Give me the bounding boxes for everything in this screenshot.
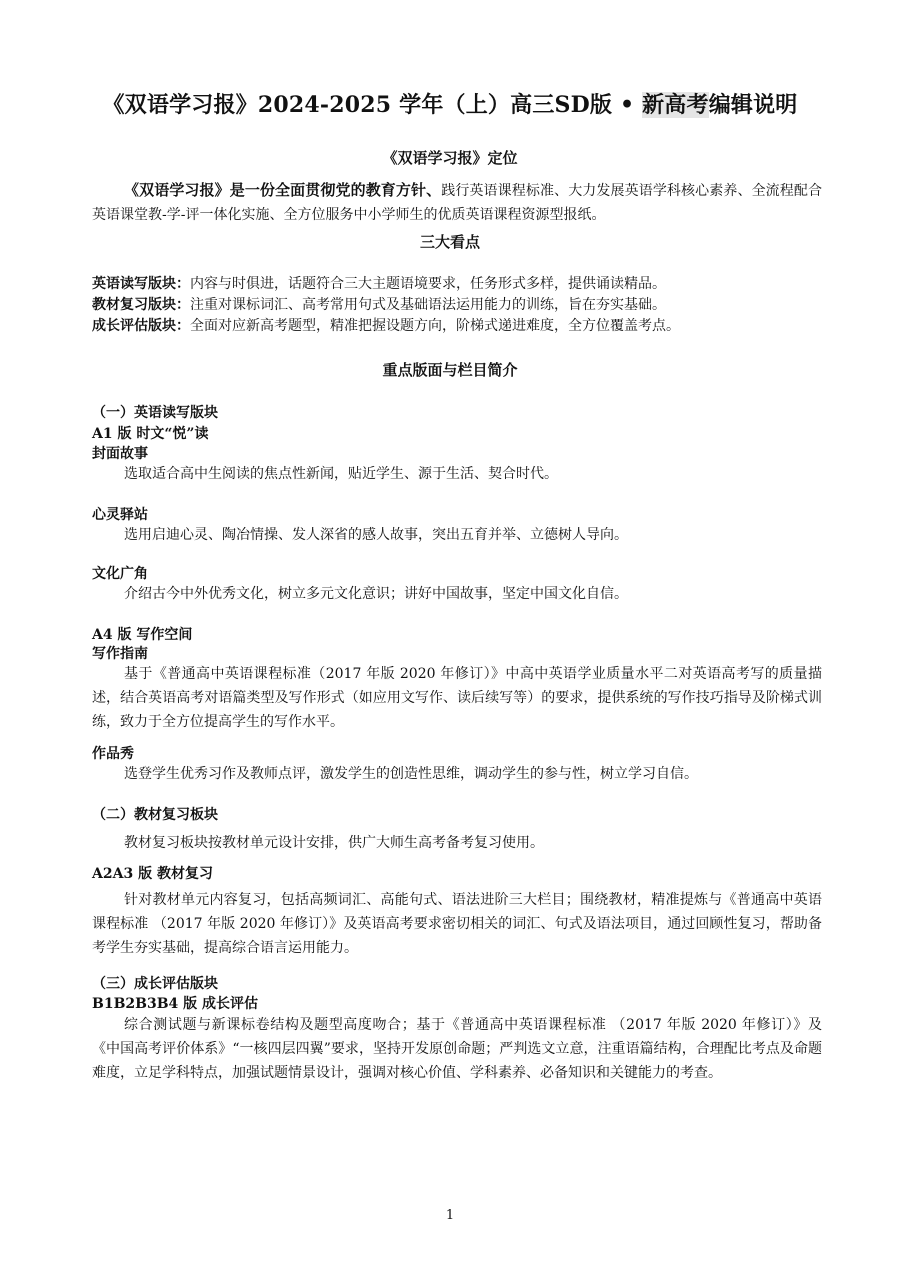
highlight-text: 内容与时俱进，话题符合三大主题语境要求，任务形式多样，提供诵读精品。 <box>190 276 666 292</box>
highlight-text: 全面对应新高考题型，精准把握设题方向，阶梯式递进难度，全方位覆盖考点。 <box>190 318 680 334</box>
page-title <box>0 90 900 120</box>
column-soul-station: 心灵驿站 <box>92 507 148 523</box>
column-culture: 文化广角 <box>92 566 148 582</box>
section-heading-textbook: （二）教材复习板块 <box>92 807 218 823</box>
column-cover-story: 封面故事 <box>92 446 148 462</box>
column-works-show: 作品秀 <box>92 746 134 762</box>
column-cover-story-text: 选取适合高中生阅读的焦点性新闻，贴近学生、源于生活、契合时代。 <box>124 466 558 482</box>
title-part1: 《双语学习报》2024-2025 学年（上）高三SD版 • <box>102 92 643 118</box>
column-soul-station-text: 选用启迪心灵、陶冶情操、发人深省的感人故事，突出五育并举、立德树人导向。 <box>124 527 628 543</box>
assessment-text: 综合测试题与新课标卷结构及题型高度吻合；基于《普通高中英语课程标准 （2017 年版 2020 年修订）》及《中国高考评价体系》“一核四层四翼”要求，坚持开发原创命题；严判选文立意，注重语篇结构，合理配比考点及命题难度，立足学科特点，加强试题情景设计，强调对核心价值、学科素养、必备知识和关键能力的考查。 <box>92 1017 822 1081</box>
highlight-label: 英语读写版块： <box>92 276 190 292</box>
positioning-heading: 《双语学习报》定位 <box>382 149 518 167</box>
page-number: 1 <box>445 1208 455 1223</box>
textbook-intro: 教材复习板块按教材单元设计安排，供广大师生高考备考复习使用。 <box>124 835 544 851</box>
textbook-review-text: 针对教材单元内容复习，包括高频词汇、高能句式、语法进阶三大栏目；围绕教材，精准提炼与《普通高中英语课程标准 （2017 年版 2020 年修订）》及英语高考要求密切相关的词汇、句式及语法项目，通过回顾性复习，帮助备考学生夯实基础，提高综合语言运用能力。 <box>92 892 822 956</box>
edition-a2a3: A2A3 版 教材复习 <box>92 866 213 882</box>
title-part2: 编辑说明 <box>708 92 798 118</box>
edition-a4: A4 版 写作空间 <box>92 627 193 643</box>
edition-a1: A1 版 时文“悦”读 <box>92 426 209 442</box>
title-highlight: 新高考 <box>642 92 709 118</box>
column-culture-text: 介绍古今中外优秀文化，树立多元文化意识；讲好中国故事，坚定中国文化自信。 <box>124 586 628 602</box>
column-writing-guide: 写作指南 <box>92 646 148 662</box>
section-heading-reading: （一）英语读写版块 <box>92 405 218 421</box>
highlight-text: 注重对课标词汇、高考常用句式及基础语法运用能力的训练，旨在夯实基础。 <box>190 297 666 313</box>
highlight-item <box>92 316 680 336</box>
positioning-lead: 《双语学习报》是一份全面贯彻党的教育方针、 <box>124 181 442 199</box>
columns-heading: 重点版面与栏目简介 <box>382 361 518 379</box>
highlights-heading: 三大看点 <box>419 233 480 251</box>
highlight-label: 教材复习版块： <box>92 297 190 313</box>
column-writing-guide-text: 基于《普通高中英语课程标准（2017 年版 2020 年修订）》中高中英语学业质量水平二对英语高考写的质量描述，结合英语高考对语篇类型及写作形式（如应用文写作、读后续写等）的要求，提供系统的写作技巧指导及阶梯式训练，致力于全方位提高学生的写作水平。 <box>92 666 822 730</box>
edition-b1b4: B1B2B3B4 版 成长评估 <box>92 996 259 1012</box>
positioning-paragraph <box>92 178 822 227</box>
highlight-item <box>92 274 666 294</box>
section-heading-assessment: （三）成长评估版块 <box>92 976 218 992</box>
highlight-item <box>92 295 666 315</box>
positioning-text: 践行英语课程标准、大力发展英语学科核心素养、全流程配合英语课堂教-学-评一体化实施、全方位服务中小学师生的优质英语课程资源型报纸。 <box>92 183 822 223</box>
column-works-show-text: 选登学生优秀习作及教师点评，激发学生的创造性思维，调动学生的参与性，树立学习自信。 <box>124 766 698 782</box>
highlight-label: 成长评估版块： <box>92 318 190 334</box>
